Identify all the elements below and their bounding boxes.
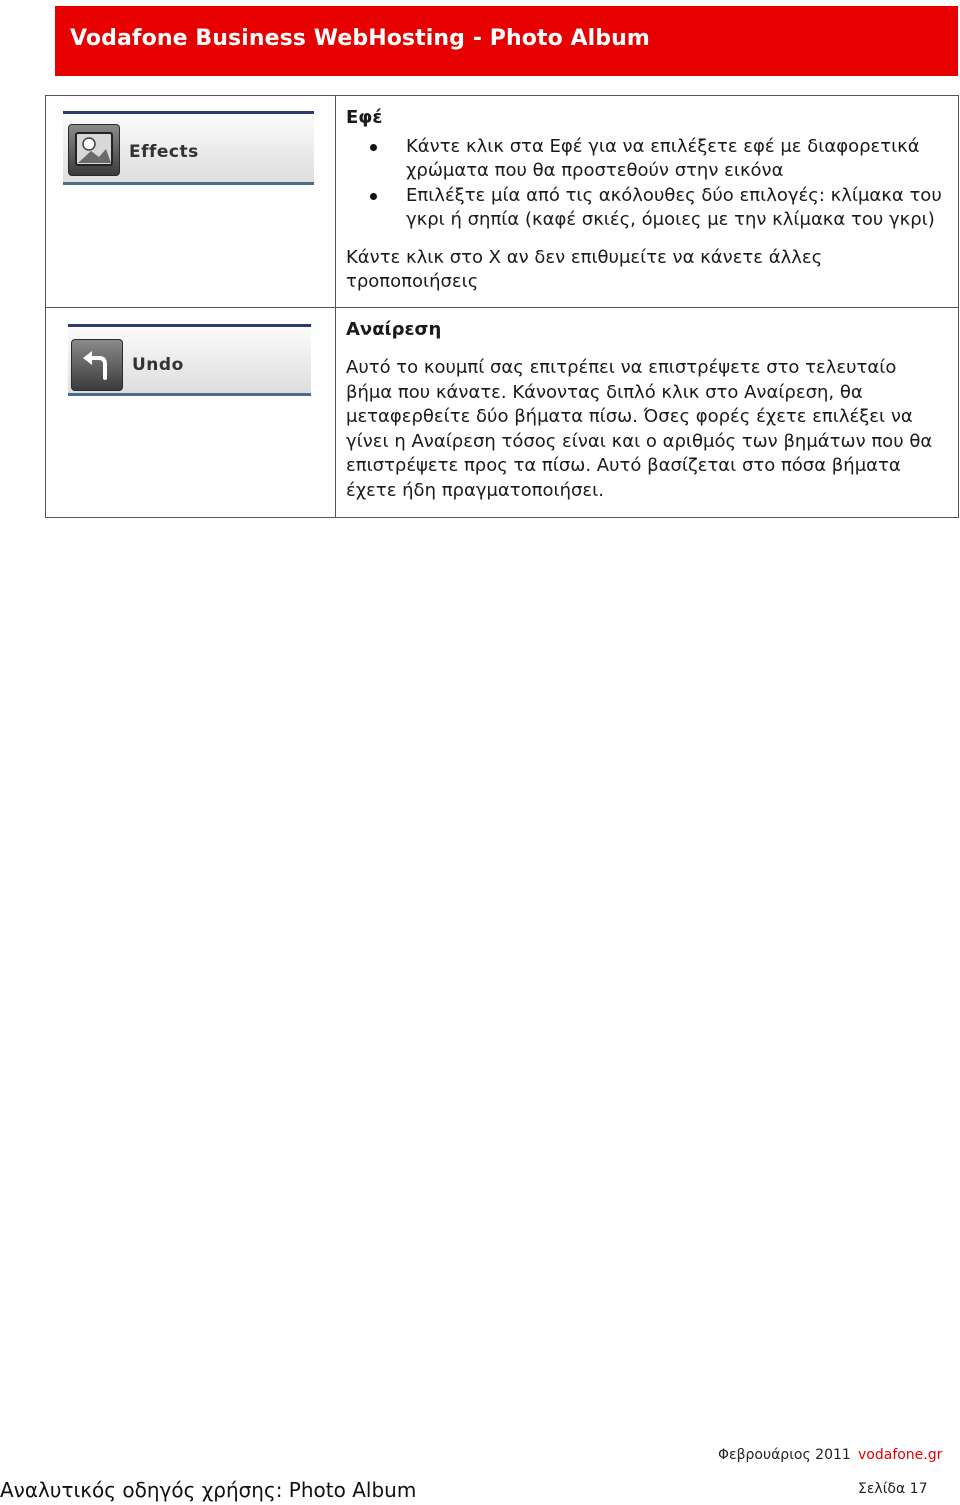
effects-button-label: Effects (129, 142, 199, 162)
instructions-table (45, 95, 959, 518)
page-title: Vodafone Business WebHosting - Photo Album (70, 26, 650, 51)
effects-note: Κάντε κλικ στο Χ αν δεν επιθυμείτε να κάνετε άλλες τροποποιήσεις (346, 246, 823, 292)
table-row (46, 307, 959, 517)
undo-heading: Αναίρεση (346, 318, 442, 340)
button-underline (68, 393, 311, 396)
effects-image-cell (46, 96, 336, 308)
footer-guide-title: Αναλυτικός οδηγός χρήσης: Photo Album (0, 1478, 417, 1502)
undo-button-label: Undo (132, 354, 184, 375)
undo-button[interactable] (68, 324, 311, 396)
undo-image-cell (46, 307, 336, 517)
footer-brand-link[interactable]: vodafone.gr (858, 1447, 943, 1463)
effects-button[interactable] (63, 111, 314, 185)
effects-heading: Εφέ (346, 107, 383, 128)
button-underline (63, 182, 314, 185)
header-banner (55, 6, 958, 76)
table-row (46, 96, 959, 308)
effects-bullet-list (346, 135, 946, 233)
list-item: Επιλέξτε μία από τις ακόλουθες δύο επιλογές: κλίμακα του γκρι ή σηπία (καφέ σκιές, όμοιες με την κλίμακα του γκρι) (346, 184, 946, 233)
undo-text-cell (336, 307, 959, 517)
footer-page-number: Σελίδα 17 (858, 1481, 928, 1497)
effects-text-cell (336, 96, 959, 308)
effects-icon (68, 124, 120, 176)
list-item: Κάντε κλικ στα Εφέ για να επιλέξετε εφέ με διαφορετικά χρώματα που θα προστεθούν στην εικόνα (346, 135, 946, 184)
undo-description: Αυτό το κουμπί σας επιτρέπει να επιστρέψετε στο τελευταίο βήμα που κάνατε. Κάνοντας διπλό κλικ στο Αναίρεση, θα μεταφερθείτε δύο βήματα πίσω. Όσες φορές έχετε επιλέξει να γίνει η Αναίρεση τόσος είναι και ο αριθμός των βημάτων που θα επιστρέψετε προς τα πίσω. Αυτό βασίζεται στο πόσα βήματα έχετε ήδη πραγματοποιήσει. (346, 357, 933, 501)
undo-arrow-icon (71, 339, 123, 391)
footer-date: Φεβρουάριος 2011 (718, 1447, 851, 1463)
